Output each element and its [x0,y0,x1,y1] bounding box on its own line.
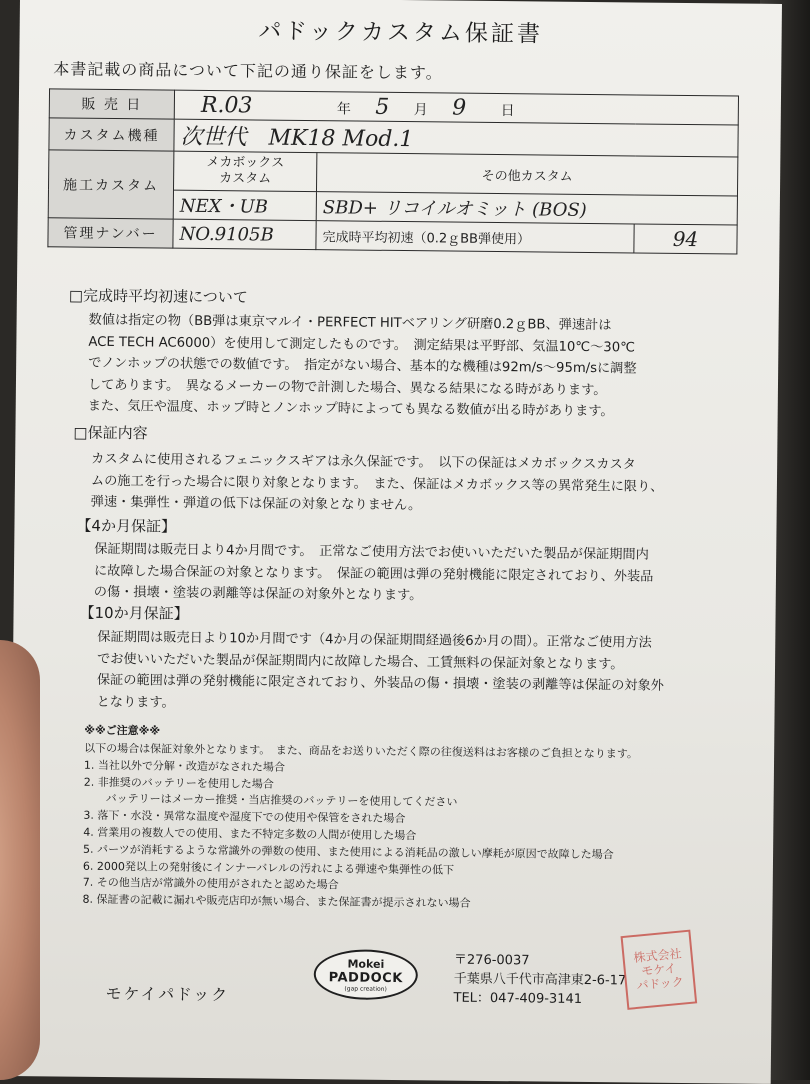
notes-title: ※※ご注意※※ [84,723,161,738]
management-number-text: NO.9105B [179,223,274,246]
shop-address-block [453,951,626,1010]
mechabox-custom-value [173,190,316,220]
year-unit: 年 [336,100,351,117]
note-item: 8. 保証書の記載に漏れや販売店印が無い場合、また保証書が提示されない場合 [82,892,471,910]
logo-sub-text: (gap creation) [344,984,387,993]
4month-line: の傷・損壊・塗装の剥離等は保証の対象外となります。 [93,584,423,604]
section-velocity-body [88,310,638,423]
note-item: バッテリーはメーカー推奨・当店推奨のバッテリーを使用してください [83,792,458,810]
custom-model-value [174,119,738,157]
other-custom-text: SBD+ リコイルオミット (BOS) [322,197,587,221]
mechabox-custom-text: NEX・UB [179,195,269,218]
stamp-text: 株式会社 モケイ パドック [632,946,685,993]
avg-velocity-text: 94 [672,226,699,252]
thumb [0,640,40,1080]
velocity-line: 数値は指定の物（BB弾は東京マルイ・PERFECT HITベアリング研磨0.2ｇBB、弾速計は [88,312,612,334]
section-coverage-title: □保証内容 [73,423,148,443]
10month-line: 保証期間は販売日より10か月間です（4か月の保証期間経過後6か月の間）。正常なご使用方法 [97,629,652,651]
row-custom-headers [49,150,738,196]
section-coverage-body [91,449,664,519]
label-applied-custom: 施工カスタム [48,150,174,219]
row-management-number [48,218,737,254]
10month-line: となります。 [96,694,175,711]
note-item: 3. 落下・水没・異常な温度や湿度下での使用や保管をされた場合 [83,808,406,826]
management-number-value [173,219,316,249]
10month-line: 保証の範囲は弾の発射機能に限定されており、外装品の傷・損壊・塗装の剥離等は保証の対象外 [96,672,664,694]
velocity-line: でノンホップの状態での数値です。 指定がない場合、基本的な機種は92m/s～95m/sに調整 [88,355,637,377]
paddock-logo [314,949,419,1000]
avg-velocity-label: 完成時平均初速（0.2ｇBB弾使用） [316,221,634,253]
note-item: 6. 2000発以上の発射後にインナーバレルの汚れによる弾速や集弾性の低下 [82,859,455,877]
header-mechabox-custom: メカボックス カスタム [173,151,316,191]
coverage-line: ムの施工を行った場合に限り対象となります。 また、保証はメカボックス等の異常発生に限り、 [90,473,664,495]
section-10month-title: 【10か月保証】 [79,603,189,623]
note-item: 7. その他当店が常識外の使用がされたと認めた場合 [82,876,339,892]
sale-date-day: 9 [452,95,467,121]
telephone: TEL：047-409-3141 [453,990,583,1007]
10month-line: でお使いいただいた製品が保証期間内に故障した場合、工賃無料の保証対象となります。 [97,651,624,672]
day-unit: 日 [500,102,515,119]
shop-name: モケイパドック [105,983,230,1005]
section-velocity-title: □完成時平均初速について [68,286,248,307]
section-4month-title: 【4か月保証】 [76,516,177,536]
section-10month-body [97,627,665,719]
warranty-form-table [47,88,739,254]
coverage-line: 弾速・集弾性・弾道の低下は保証の対象となりません。 [90,494,422,514]
logo-top-text: Mokei [347,956,385,971]
other-custom-value [316,192,737,225]
4month-line: 保証期間は販売日より4か月間です。 正常なご使用方法でお使いいただいた製品が保証期間内 [94,541,649,563]
note-item: 1. 当社以外で分解・改造がなされた場合 [83,758,286,774]
avg-velocity-value [634,224,737,254]
postal-code: 〒276-0037 [453,952,530,969]
sale-date-month: 5 [375,94,390,120]
header-other-custom: その他カスタム [316,153,737,196]
company-seal-stamp [621,930,698,1010]
4month-line: に故障した場合保証の対象となります。 保証の範囲は弾の発射機能に限定されており、外装品 [93,563,654,585]
warranty-document [9,0,782,1084]
section-4month-body [94,539,654,609]
notes-body [82,741,637,915]
velocity-line: また、気圧や温度、ホップ時とノンホップ時によっても異なる数値が出る時があります。 [87,398,614,420]
note-item: 2. 非推奨のバッテリーを使用した場合 [83,775,274,791]
label-custom-model: カスタム機種 [49,118,174,151]
velocity-line: ACE TECH AC6000）を使用して測定したものです。 測定結果は平野部、気温10℃～30℃ [88,334,636,355]
label-management-number: 管理ナンバー [48,218,173,248]
coverage-line: カスタムに使用されるフェニックスギアは永久保証です。 以下の保証はメカボックスカスタ [91,451,636,473]
velocity-line: してあります。 異なるメーカーの物で計測した場合、異なる結果になる時があります。 [87,377,607,398]
note-item: 4. 営業用の複数人での使用、また不特定多数の人間が使用した場合 [83,825,417,843]
sale-date-era: R.03 [200,92,253,118]
month-unit: 月 [413,101,428,118]
address: 千葉県八千代市高津東2-6-17 [453,971,627,989]
intro-text: 本書記載の商品について下記の通り保証をします。 [53,59,443,83]
note-item: 5. パーツが消耗するような常識外の弾数の使用、また使用による消耗品の激しい摩耗が原因で故障した場合 [83,842,614,862]
logo-main-text: PADDOCK [328,969,403,986]
document-title: パドックカスタム保証書 [258,18,544,48]
label-sale-date: 販 売 日 [49,89,174,119]
custom-model-text: 次世代 MK18 Mod.1 [180,124,414,153]
notes-intro: 以下の場合は保証対象外となります。 また、商品をお送りいただく際の往復送料はお客様のご負担となります。 [84,741,638,761]
